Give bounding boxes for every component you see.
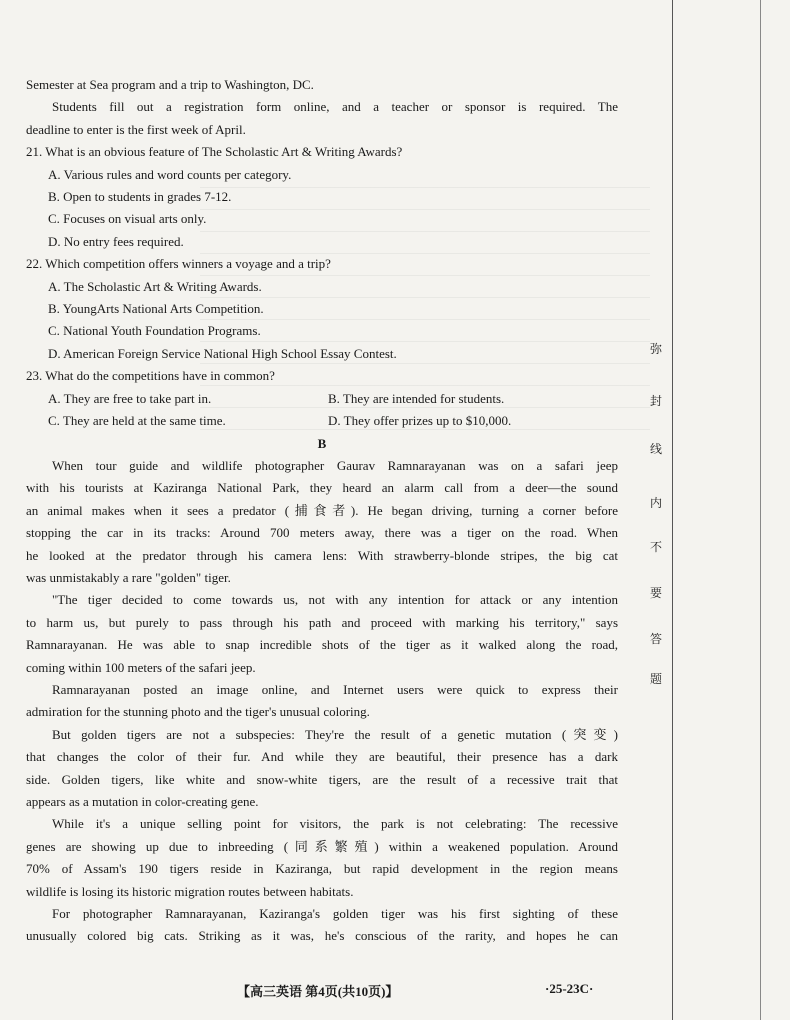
passage-line: unusually colored big cats. Striking as it was, he's conscious of the rarity, and hopes he can [26,928,618,944]
question-line: deadline to enter is the first week of April. [26,121,246,137]
passage-line: "The tiger decided to come towards us, not with any intention for attack or any intention [52,592,618,608]
passage-b [26,455,618,948]
passage-line: But golden tigers are not a subspecies: They're the result of a genetic mutation (突变) [52,726,618,742]
margin-line [760,0,761,1020]
seal-char: 不 [650,540,663,554]
seal-char: 封 [650,394,663,408]
question-line: D. American Foreign Service National High School Essay Contest. [48,345,397,361]
q23-options-row-2 [26,410,618,432]
passage-line: appears as a mutation in color-creating gene. [26,794,259,809]
question-line: B. YoungArts National Arts Competition. [48,301,264,317]
page-content [26,74,618,948]
q23-option-d: D. They offer prizes up to $10,000. [328,413,512,429]
question-line: A. The Scholastic Art & Writing Awards. [48,278,262,294]
footer-page-info: 【高三英语 第4页(共10页)】 [237,984,399,999]
passage-line: coming within 100 meters of the safari jeep. [26,659,256,675]
question-line: A. Various rules and word counts per category. [48,166,292,182]
seal-char: 要 [650,586,663,600]
passage-line: was unmistakably a rare "golden" tiger. [26,569,231,585]
passage-line: side. Golden tigers, like white and snow-white tigers, are the result of a recessive trait that [26,771,618,787]
passage-line: to harm us, but purely to pass through his path and proceed with marking his territory," says [26,614,618,630]
question-line: C. Focuses on visual arts only. [48,211,207,227]
question-line: D. No entry fees required. [48,233,184,249]
footer-code: ·25-23C· [545,981,594,996]
passage-line: When tour guide and wildlife photographer Gaurav Ramnarayanan was on a safari jeep [52,457,618,473]
section-title: B [317,435,327,451]
seal-char: 弥 [650,342,663,356]
question-line: 22. Which competition offers winners a voyage and a trip? [26,256,331,272]
binding-line [672,0,673,1020]
q23-option-a: A. They are free to take part in. [48,390,212,406]
passage-line: stopping the car in its tracks: Around 700 meters away, there was a tiger on the road. When [26,525,618,541]
passage-line: that changes the color of their fur. And while they are beautiful, their presence has a dark [26,749,618,765]
q23-option-b: B. They are intended for students. [328,390,505,406]
questions-block [26,74,618,388]
passage-line: 70% of Assam's 190 tigers reside in Kaziranga, but rapid development in the region means [26,861,618,877]
passage-line: admiration for the stunning photo and the tiger's unusual coloring. [26,704,370,720]
passage-line: genes are showing up due to inbreeding (同系繁殖) within a weakened population. Around [26,838,618,854]
passage-line: wildlife is losing its historic migration routes between habitats. [26,883,354,899]
seal-char: 内 [650,496,663,510]
question-line: 21. What is an obvious feature of The Scholastic Art & Writing Awards? [26,144,403,160]
seal-char: 题 [650,672,663,686]
passage-line: Ramnarayanan. He was able to snap incredible shots of the tiger as it walked along the road, [26,637,618,653]
question-line: Students fill out a registration form online, and a teacher or sponsor is required. The [52,99,618,115]
seal-char: 线 [650,442,663,456]
passage-line: an animal makes when it sees a predator (捕食者). He began driving, turning a corner before [26,502,618,518]
passage-line: he looked at the predator through his camera lens: With strawberry-blonde stripes, the big cat [26,547,618,563]
passage-line: with his tourists at Kaziranga National Park, they heard an alarm call from a deer—the sound [26,480,618,496]
q23-option-c: C. They are held at the same time. [48,413,226,429]
question-line: Semester at Sea program and a trip to Washington, DC. [26,77,314,92]
passage-line: For photographer Ramnarayanan, Kaziranga's golden tiger was his first sighting of these [52,906,618,922]
seal-char: 答 [650,632,663,646]
passage-line: Ramnarayanan posted an image online, and Internet users were quick to express their [52,681,618,697]
question-line: B. Open to students in grades 7-12. [48,189,232,205]
question-line: C. National Youth Foundation Programs. [48,323,261,339]
passage-line: While it's a unique selling point for visitors, the park is not celebrating: The recessive [52,816,618,832]
q23-options-row-1 [26,388,618,410]
question-line: 23. What do the competitions have in common? [26,368,275,384]
